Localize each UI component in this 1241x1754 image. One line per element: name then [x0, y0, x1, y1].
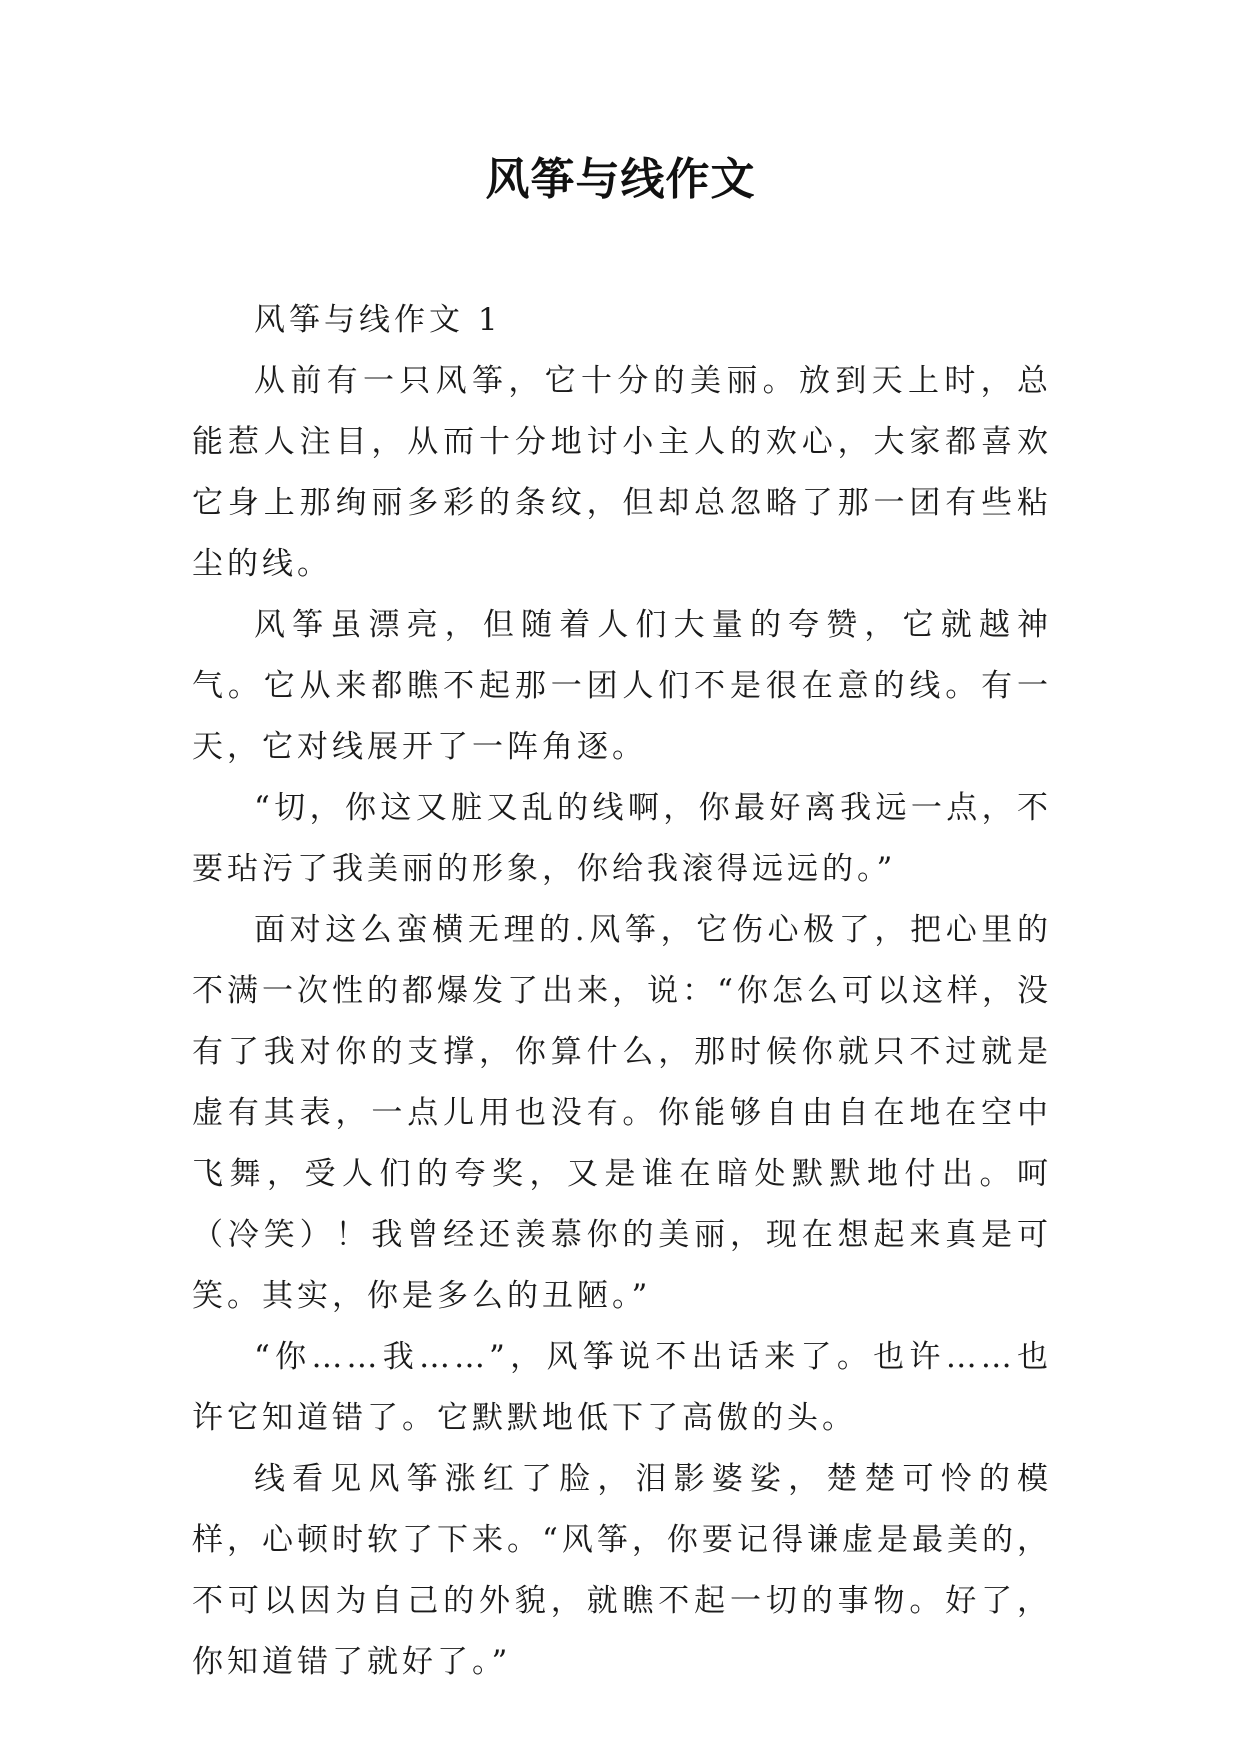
paragraph: “你……我……”，风筝说不出话来了。也许……也许它知道错了。它默默地低下了高傲的头。	[192, 1339, 1052, 1436]
paragraph: 面对这么蛮横无理的.风筝，它伤心极了，把心里的不满一次性的都爆发了出来，说：“你怎么可以这样，没有了我对你的支撑，你算什么，那时候你就只不过就是虚有其表，一点儿用也没有。你能够自由自在地在空中飞舞，受人们的夸奖，又是谁在暗处默默地付出。呵（冷笑）！我曾经还羡慕你的美丽，现在想起来真是可笑。其实，你是多么的丑陋。”	[192, 912, 1052, 1314]
document-title: 风筝与线作文	[485, 154, 756, 205]
paragraph: “切，你这又脏又乱的线啊，你最好离我远一点，不要玷污了我美丽的形象，你给我滚得远远的。”	[192, 790, 1052, 887]
paragraph: 从前有一只风筝，它十分的美丽。放到天上时，总能惹人注目，从而十分地讨小主人的欢心，大家都喜欢它身上那绚丽多彩的条纹，但却总忽略了那一团有些粘尘的线。	[192, 363, 1052, 582]
paragraph: 风筝虽漂亮，但随着人们大量的夸赞，它就越神气。它从来都瞧不起那一团人们不是很在意的线。有一天，它对线展开了一阵角逐。	[192, 607, 1052, 765]
paragraph: 线看见风筝涨红了脸，泪影婆娑，楚楚可怜的模样，心顿时软了下来。“风筝，你要记得谦虚是最美的，不可以因为自己的外貌，就瞧不起一切的事物。好了，你知道错了就好了。”	[192, 1461, 1052, 1680]
section-heading: 风筝与线作文 1	[254, 302, 502, 338]
document-body	[192, 290, 1052, 1693]
